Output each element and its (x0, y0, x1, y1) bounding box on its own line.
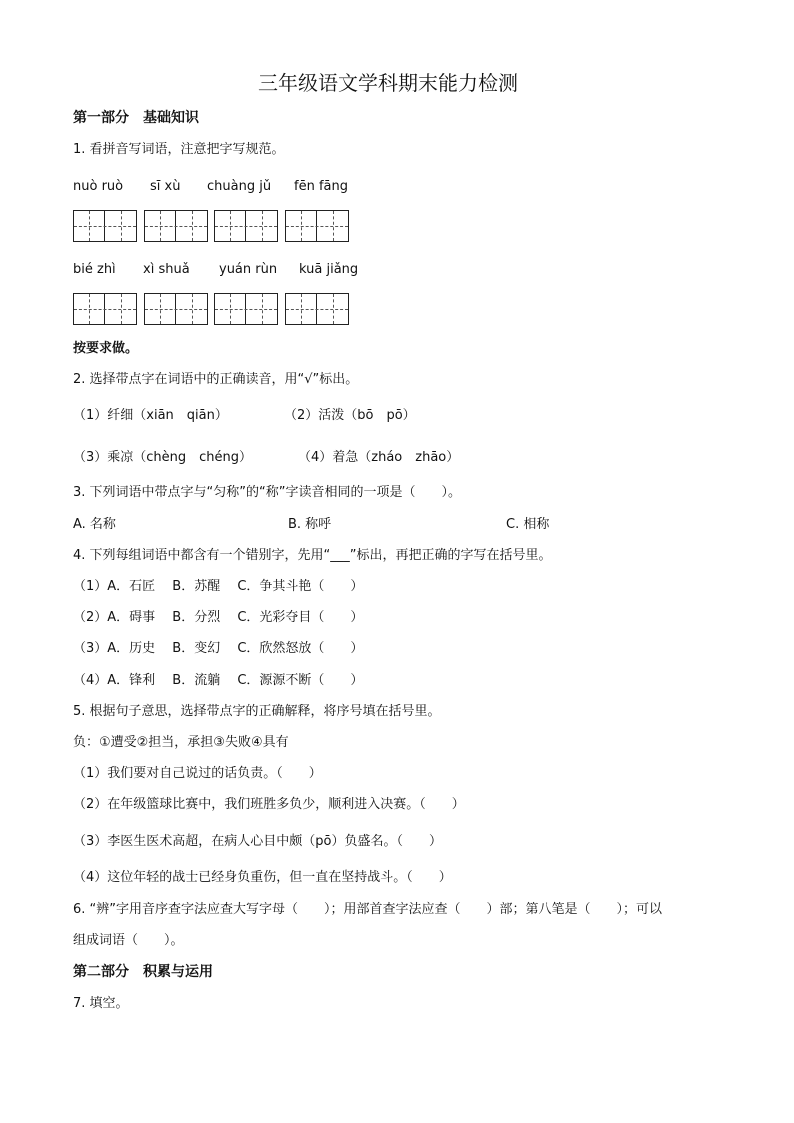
writing-box[interactable] (214, 210, 278, 242)
question-5: 5. 根据句子意思，选择带点字的正确解释，将序号填在括号里。 (73, 704, 441, 719)
pinyin-2-4: kuā jiǎng (299, 262, 359, 277)
pinyin-2-1: bié zhì (73, 262, 116, 277)
part2-heading: 第二部分 积累与运用 (73, 964, 213, 980)
pinyin-1-3: chuàng jǔ (207, 179, 272, 194)
question-6-line-1: 6. “辨”字用音序查字法应查大写字母（ ）；用部首查字法应查（ ）部；第八笔是（ ）；可以 (73, 902, 663, 917)
writing-box[interactable] (144, 293, 208, 325)
pinyin-2-2: xì shuǎ (143, 262, 190, 277)
question-2-option-1: （1）纤细（xiān qiān） (73, 408, 228, 423)
question-5-item-2: （2）在年级篮球比赛中，我们班胜多负少，顺利进入决赛。（ ） (73, 797, 465, 812)
writing-box[interactable] (285, 210, 349, 242)
question-5-item-1: （1）我们要对自己说过的话负责。（ ） (73, 766, 322, 781)
question-3: 3. 下列词语中带点字与“匀称”的“称”字读音相同的一项是（ ）。 (73, 485, 461, 500)
instruction-heading: 按要求做。 (73, 341, 139, 356)
pinyin-1-1: nuò ruò (73, 179, 124, 194)
question-2-option-2: （2）活泼（bō pō） (284, 408, 416, 423)
writing-box[interactable] (144, 210, 208, 242)
pinyin-1-2: sī xù (150, 179, 181, 194)
writing-box[interactable] (214, 293, 278, 325)
question-4-item-1: （1）A．石匠 B．苏醒 C．争其斗艳（ ） (73, 579, 364, 594)
question-4: 4. 下列每组词语中都含有一个错别字，先用“___”标出，再把正确的字写在括号里。 (73, 548, 552, 563)
question-4-item-2: （2）A．碍事 B．分烈 C．光彩夺目（ ） (73, 610, 364, 625)
question-6-line-2: 组成词语（ ）。 (73, 933, 184, 948)
question-1: 1. 看拼音写词语，注意把字写规范。 (73, 142, 285, 157)
pinyin-2-3: yuán rùn (219, 262, 278, 277)
part1-heading: 第一部分 基础知识 (73, 110, 199, 126)
question-4-item-3: （3）A．历史 B．变幻 C．欣然怒放（ ） (73, 641, 364, 656)
question-3-option-b: B. 称呼 (288, 517, 332, 532)
page-title: 三年级语文学科期末能力检测 (258, 71, 518, 95)
question-3-option-c: C. 相称 (506, 517, 550, 532)
question-5-item-3: （3）李医生医术高超，在病人心目中颇（pō）负盛名。（ ） (73, 834, 442, 849)
question-5-meanings: 负：①遭受②担当，承担③失败④具有 (73, 735, 289, 750)
question-4-item-4: （4）A．锋利 B．流躺 C．源源不断（ ） (73, 673, 364, 688)
question-7: 7. 填空。 (73, 996, 129, 1011)
question-5-item-4: （4）这位年轻的战士已经身负重伤，但一直在坚持战斗。（ ） (73, 870, 452, 885)
pinyin-1-4: fēn fāng (294, 179, 348, 194)
writing-box[interactable] (73, 210, 137, 242)
question-2-option-3: （3）乘凉（chèng chéng） (73, 450, 253, 465)
question-3-option-a: A. 名称 (73, 517, 116, 532)
writing-box[interactable] (73, 293, 137, 325)
question-2-option-4: （4）着急（zháo zhāo） (298, 450, 460, 465)
question-2: 2. 选择带点字在词语中的正确读音，用“√”标出。 (73, 372, 359, 387)
writing-box[interactable] (285, 293, 349, 325)
